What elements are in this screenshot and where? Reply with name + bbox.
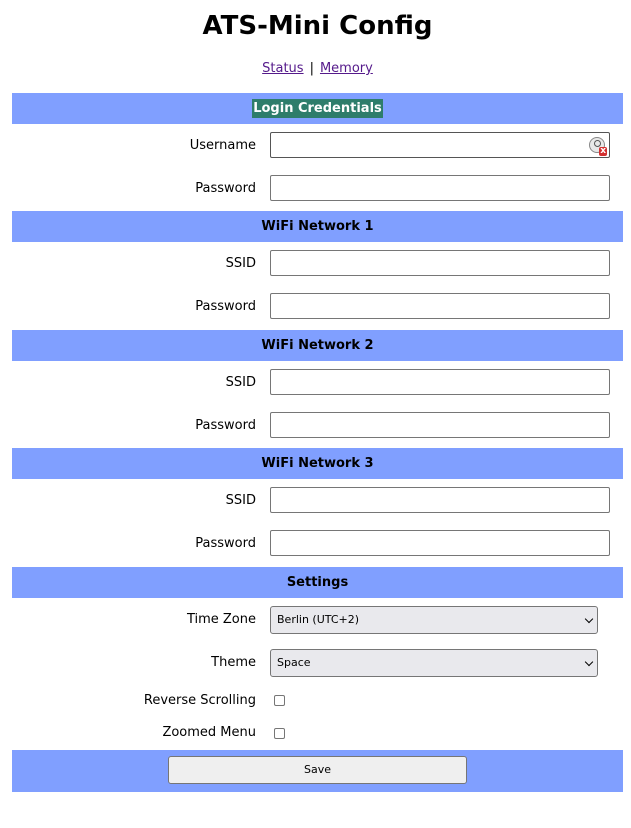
login-password-field[interactable] (270, 175, 610, 201)
wifi3-password-label: Password (195, 536, 256, 551)
memory-link[interactable]: Memory (319, 61, 373, 76)
theme-label: Theme (211, 655, 256, 670)
username-field[interactable] (270, 132, 610, 158)
page-title: ATS-Mini Config (202, 11, 433, 41)
wifi2-ssid-field[interactable] (270, 369, 610, 395)
wifi1-password-label: Password (195, 299, 256, 314)
section-header-wifi3: WiFi Network 3 (12, 448, 623, 479)
theme-select[interactable] (270, 649, 598, 677)
reverse-scrolling-checkbox[interactable] (274, 695, 285, 706)
timezone-label: Time Zone (186, 612, 256, 627)
timezone-select[interactable] (270, 606, 598, 634)
save-button[interactable]: Save (168, 756, 467, 784)
section-header-settings: Settings (12, 567, 623, 598)
section-title-login: Login Credentials (253, 101, 382, 116)
wifi3-password-field[interactable] (270, 530, 610, 556)
wifi3-ssid-field[interactable] (270, 487, 610, 513)
wifi1-ssid-label: SSID (225, 256, 256, 271)
chevron-down-icon (585, 658, 593, 666)
timezone-value: Berlin (UTC+2) (277, 613, 360, 626)
section-header-wifi2: WiFi Network 2 (12, 330, 623, 361)
theme-value: Space (277, 656, 311, 669)
reverse-scrolling-label: Reverse Scrolling (143, 693, 256, 708)
username-label: Username (189, 138, 256, 153)
zoomed-menu-checkbox[interactable] (274, 728, 285, 739)
chevron-down-icon (585, 615, 593, 623)
wifi1-ssid-field[interactable] (270, 250, 610, 276)
nav-links (0, 60, 631, 78)
nav-separator: | (309, 61, 314, 76)
status-link[interactable]: Status (262, 61, 304, 76)
login-password-label: Password (195, 181, 256, 196)
section-header-wifi1: WiFi Network 1 (12, 211, 623, 242)
footer-bar (12, 750, 623, 792)
section-header-login (12, 93, 623, 124)
wifi2-ssid-label: SSID (225, 375, 256, 390)
wifi2-password-field[interactable] (270, 412, 610, 438)
zoomed-menu-label: Zoomed Menu (162, 725, 256, 740)
wifi1-password-field[interactable] (270, 293, 610, 319)
password-manager-icon[interactable] (589, 137, 605, 153)
wifi3-ssid-label: SSID (225, 493, 256, 508)
wifi2-password-label: Password (195, 418, 256, 433)
